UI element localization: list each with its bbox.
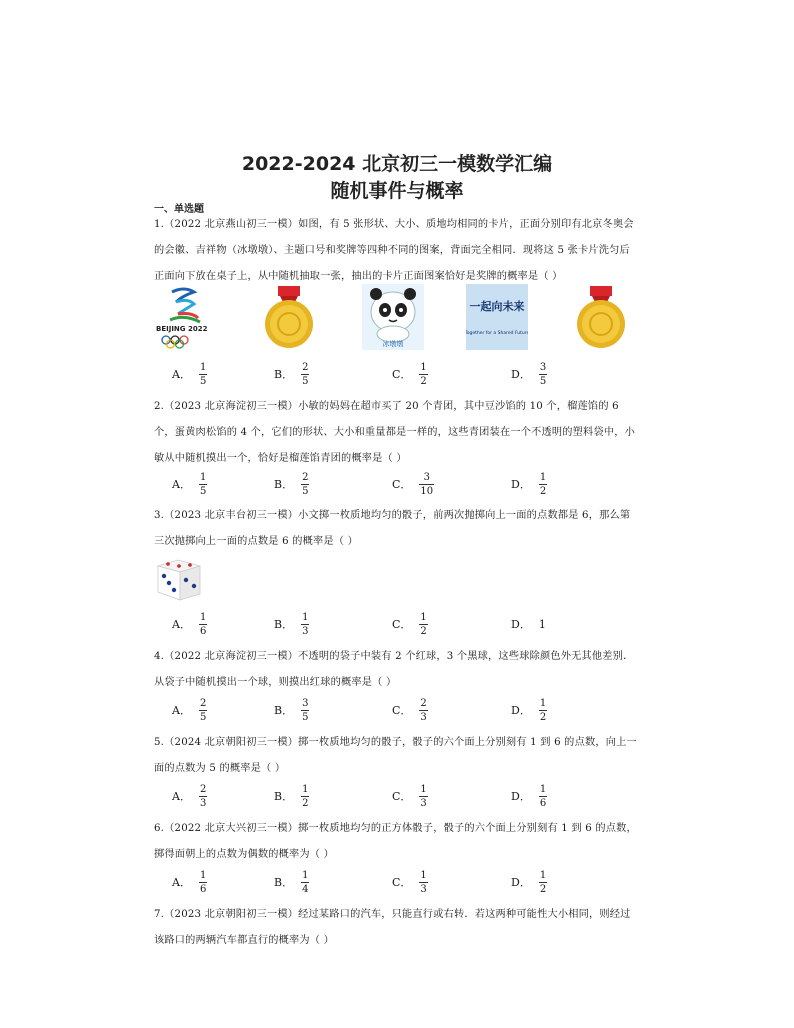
option-c[interactable]: C． $\frac{1}{2}$ bbox=[392, 361, 427, 387]
fraction: $\frac{1}{4}$ bbox=[302, 869, 309, 895]
fraction: $\frac{1}{5}$ bbox=[199, 471, 207, 497]
fraction: $\frac{3}{5}$ bbox=[302, 697, 309, 723]
question-1-images bbox=[154, 284, 644, 350]
question-5: 5.（2024 北京朝阳初三一模）掷一枚质地均匀的骰子，骰子的六个面上分别刻有 1 到 6 的点数，向上一面的点数为 5 的概率是（ ） bbox=[154, 737, 637, 774]
section-label: 一、单选题 bbox=[154, 204, 204, 215]
fraction: $\frac{3}{10}$ bbox=[420, 471, 434, 497]
option-b[interactable]: B． $\frac{1}{2}$ bbox=[274, 783, 309, 809]
fraction: $\frac{2}{5}$ bbox=[302, 471, 309, 497]
question-2: 2.（2023 北京海淀初三一模）小敏的妈妈在超市买了 20 个青团，其中豆沙馅的 10 个，榴莲馅的 6 个，蛋黄肉松馅的 4 个，它们的形状、大小和重量都是一样的，这些青团装在一个不透明的塑料袋中，小敏从中随机摸出一个，恰好是榴莲馅青团的概率是（ ） bbox=[154, 401, 635, 464]
question-1: 1.（2022 北京燕山初三一模）如图，有 5 张形状、大小、质地均相同的卡片，正面分别印有北京冬奥会的会徽、吉祥物（冰墩墩）、主题口号和奖牌等四种不同的图案，背面完全相同．现将这 5 张卡片洗匀后正面向下放在桌子上，从中随机抽取一张，抽出的卡片正面图案恰好是奖牌的概率是（ ） bbox=[154, 219, 634, 282]
slogan-card-icon bbox=[466, 284, 528, 350]
fraction: $\frac{3}{5}$ bbox=[539, 361, 547, 387]
bing-dwen-dwen-mascot-icon bbox=[362, 284, 424, 350]
fraction: $\frac{2}{5}$ bbox=[302, 361, 309, 387]
fraction: $\frac{1}{3}$ bbox=[420, 783, 427, 809]
fraction: $\frac{1}{3}$ bbox=[420, 869, 427, 895]
fraction: $\frac{1}{6}$ bbox=[539, 783, 547, 809]
option-b[interactable]: B． $\frac{2}{5}$ bbox=[274, 361, 309, 387]
fraction: $\frac{1}{3}$ bbox=[302, 611, 309, 637]
option-a[interactable]: A． $\frac{1}{5}$ bbox=[172, 361, 207, 387]
option-d[interactable]: D． $\frac{1}{2}$ bbox=[511, 471, 547, 497]
slogan-text: 一起向未来 bbox=[469, 300, 525, 313]
question-2-options bbox=[172, 466, 642, 502]
fraction: $\frac{1}{2}$ bbox=[539, 471, 547, 497]
option-d[interactable]: D． $\frac{1}{2}$ bbox=[511, 697, 547, 723]
question-5-options bbox=[172, 778, 642, 814]
dice-icon bbox=[154, 556, 204, 602]
question-6-options bbox=[172, 864, 642, 900]
question-6: 6.（2022 北京大兴初三一模）掷一枚质地均匀的正方体骰子，骰子的六个面上分别刻有 1 到 6 的点数，掷得面朝上的点数为偶数的概率为（ ） bbox=[154, 823, 637, 860]
question-7: 7.（2023 北京朝阳初三一模）经过某路口的汽车，只能直行或右转．若这两种可能性大小相同，则经过该路口的两辆汽车都直行的概率为（ ） bbox=[154, 909, 631, 946]
fraction: $\frac{2}{3}$ bbox=[420, 697, 427, 723]
question-4: 4.（2022 北京海淀初三一模）不透明的袋子中装有 2 个红球，3 个黑球，这些球除颜色外无其他差别．从袋子中随机摸出一个球，则摸出红球的概率是（ ） bbox=[154, 651, 634, 688]
option-d[interactable]: D． $\frac{1}{2}$ bbox=[511, 869, 547, 895]
fraction: $\frac{1}{6}$ bbox=[199, 611, 207, 637]
gold-medal-icon bbox=[258, 284, 320, 350]
slogan-sub-text: Together for a Shared Future bbox=[466, 331, 528, 336]
option-a[interactable]: A． $\frac{2}{3}$ bbox=[172, 783, 207, 809]
mascot-text: 冰墩墩 bbox=[382, 340, 404, 348]
fraction: $\frac{1}{2}$ bbox=[420, 611, 427, 637]
fraction: $\frac{2}{3}$ bbox=[199, 783, 207, 809]
option-c[interactable]: C． $\frac{1}{3}$ bbox=[392, 783, 427, 809]
document-subtitle: 随机事件与概率 bbox=[330, 180, 464, 202]
question-3: 3.（2023 北京丰台初三一模）小文掷一枚质地均匀的骰子，前两次抛掷向上一面的点数都是 6，那么第三次抛掷向上一面的点数是 6 的概率是（ ） bbox=[154, 510, 631, 547]
fraction: $\frac{1}{6}$ bbox=[199, 869, 207, 895]
option-a[interactable]: A． $\frac{1}{5}$ bbox=[172, 471, 207, 497]
option-b[interactable]: B． $\frac{3}{5}$ bbox=[274, 697, 309, 723]
fraction: $\frac{1}{2}$ bbox=[302, 783, 309, 809]
fraction: $\frac{1}{2}$ bbox=[539, 697, 547, 723]
emblem-text: BEIJING 2022 bbox=[156, 325, 208, 333]
fraction: $\frac{2}{5}$ bbox=[199, 697, 207, 723]
option-c[interactable]: C． $\frac{1}{2}$ bbox=[392, 611, 427, 637]
winter-olympics-emblem-icon bbox=[154, 284, 216, 350]
option-b[interactable]: B． $\frac{2}{5}$ bbox=[274, 471, 309, 497]
question-4-options bbox=[172, 692, 642, 728]
option-c[interactable]: C． $\frac{2}{3}$ bbox=[392, 697, 427, 723]
question-1-options bbox=[172, 356, 642, 392]
option-value: 1 bbox=[538, 617, 546, 631]
option-d[interactable]: D． 1 bbox=[511, 617, 546, 631]
option-c[interactable]: C． $\frac{3}{10}$ bbox=[392, 471, 434, 497]
question-3-options bbox=[172, 606, 642, 642]
option-b[interactable]: B． $\frac{1}{4}$ bbox=[274, 869, 309, 895]
option-a[interactable]: A． $\frac{1}{6}$ bbox=[172, 869, 207, 895]
option-c[interactable]: C． $\frac{1}{3}$ bbox=[392, 869, 427, 895]
option-b[interactable]: B． $\frac{1}{3}$ bbox=[274, 611, 309, 637]
fraction: $\frac{1}{5}$ bbox=[199, 361, 207, 387]
document-title: 2022-2024 北京初三一模数学汇编 bbox=[241, 153, 553, 175]
option-d[interactable]: D． $\frac{3}{5}$ bbox=[511, 361, 547, 387]
option-a[interactable]: A． $\frac{1}{6}$ bbox=[172, 611, 207, 637]
option-d[interactable]: D． $\frac{1}{6}$ bbox=[511, 783, 547, 809]
fraction: $\frac{1}{2}$ bbox=[539, 869, 547, 895]
gold-medal-icon bbox=[570, 284, 632, 350]
fraction: $\frac{1}{2}$ bbox=[420, 361, 427, 387]
option-a[interactable]: A． $\frac{2}{5}$ bbox=[172, 697, 207, 723]
